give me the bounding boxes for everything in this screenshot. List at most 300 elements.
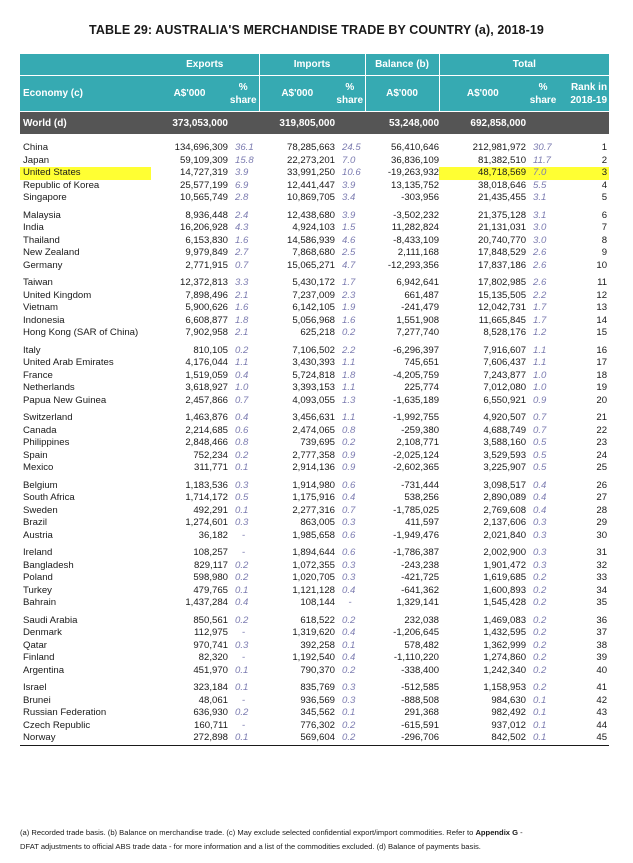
balance-value: -1,206,645 (393, 627, 440, 638)
imports-share-header: % share (335, 76, 365, 112)
rank: 45 (560, 732, 609, 745)
table-row (20, 412, 609, 425)
balance-value: -1,635,189 (393, 394, 440, 406)
rank: 38 (596, 639, 608, 651)
exports-value: 752,234 (193, 449, 228, 461)
imports-value: 5,430,172 (292, 277, 336, 288)
total-value: 1,600,893 (483, 584, 527, 596)
total-value: 984,630 (491, 694, 527, 706)
exports-value: 1,714,172 (185, 492, 228, 503)
total-share: 3.0 (533, 222, 547, 233)
total-value: 12,042,731 (478, 302, 527, 313)
imports-value: 2,777,358 (292, 449, 336, 461)
country-name: Mexico (23, 462, 54, 473)
exports-value: 16,206,928 (179, 222, 228, 233)
imports-value: 3,393,153 (292, 382, 336, 393)
trade-table (20, 54, 609, 746)
total-value: 4,920,507 (483, 412, 527, 423)
country-name: Czech Republic (23, 719, 91, 731)
exports-share: 6.9 (235, 179, 249, 191)
balance-value: -1,785,025 (393, 504, 440, 516)
exports-share: 1.0 (235, 382, 249, 393)
imports-share: 2.3 (342, 289, 356, 301)
imports-value: 625,218 (300, 327, 336, 338)
exports-value: 9,979,849 (185, 247, 228, 258)
world-balance: 53,248,000 (365, 112, 439, 135)
imports-share: 7.0 (342, 154, 356, 166)
total-value: 1,158,953 (483, 682, 527, 693)
total-value: 17,837,186 (478, 259, 527, 271)
rank: 33 (596, 572, 608, 583)
imports-share: 0.3 (342, 572, 356, 583)
table-row (20, 695, 609, 708)
exports-value: 1,437,284 (185, 597, 228, 608)
table-row (20, 707, 609, 720)
rank: 19 (596, 382, 608, 393)
table-row (20, 382, 609, 395)
total-share-header: % share (526, 76, 560, 112)
rank: 12 (596, 289, 608, 301)
country-name: Taiwan (23, 277, 53, 288)
imports-value: 776,302 (300, 719, 336, 731)
table-row (20, 210, 609, 223)
country-name: China (23, 142, 49, 153)
imports-share: 1.7 (342, 277, 356, 288)
total-share: 1.0 (533, 382, 547, 393)
exports-share: 1.8 (235, 314, 249, 326)
total-share: 0.5 (533, 437, 547, 448)
total-value: 8,528,176 (483, 327, 527, 338)
imports-value: 4,093,055 (292, 394, 336, 406)
exports-share: 0.2 (235, 707, 249, 718)
country-name: Vietnam (23, 302, 59, 313)
imports-value: 78,285,663 (287, 142, 336, 153)
exports-share: - (241, 547, 246, 558)
exports-share: 0.7 (235, 259, 249, 271)
total-share: 0.2 (533, 652, 547, 663)
country-name: Russian Federation (23, 707, 107, 718)
balance-value: -6,296,397 (393, 344, 440, 356)
table-row (20, 665, 609, 678)
balance-value: 745,651 (404, 357, 440, 368)
balance-value: 411,597 (405, 517, 440, 528)
balance-value: -1,992,755 (393, 412, 440, 423)
total-share: 0.4 (533, 492, 547, 503)
rank: 17 (596, 357, 608, 368)
exports-value: 7,902,958 (185, 327, 228, 338)
country-name: Finland (23, 652, 55, 663)
rank: 6 (601, 209, 608, 221)
rank: 35 (596, 597, 608, 608)
exports-share: - (241, 529, 246, 541)
rank: 5 (601, 192, 608, 203)
balance-value: 538,256 (404, 492, 440, 503)
total-share: 2.6 (533, 277, 547, 288)
rank: 8 (601, 234, 608, 246)
exports-share: 0.4 (235, 412, 249, 423)
exports-share: 2.4 (235, 209, 249, 221)
balance-value: -615,591 (401, 719, 440, 731)
balance-value: 2,108,771 (396, 437, 440, 448)
imports-share: 0.2 (335, 732, 365, 745)
country-name: Republic of Korea (23, 179, 100, 191)
country-name: Sweden (23, 504, 58, 516)
rank: 37 (596, 627, 608, 638)
table-row (20, 180, 609, 193)
exports-value: 6,153,830 (185, 234, 228, 246)
total-share: 7.0 (526, 167, 560, 180)
balance-value: -641,362 (401, 584, 440, 596)
imports-value: 108,144 (300, 597, 336, 608)
world-exports: 373,053,000 (151, 112, 228, 135)
exports-value: 48,061 (198, 694, 228, 706)
exports-share: 0.1 (235, 664, 249, 676)
exports-value: 970,741 (193, 639, 228, 651)
exports-share: 4.3 (235, 222, 249, 233)
exports-share: 0.1 (235, 462, 249, 473)
imports-value: 835,769 (300, 682, 336, 693)
table-row (20, 652, 609, 665)
table-row (20, 222, 609, 235)
country-name: Israel (23, 682, 47, 693)
rank: 7 (601, 222, 608, 233)
total-share: 0.3 (533, 559, 547, 571)
balance-value: 291,368 (404, 707, 440, 718)
imports-value: 14,586,939 (287, 234, 336, 246)
exports-share: 15.8 (235, 154, 254, 166)
exports-value: 451,970 (193, 664, 228, 676)
imports-value: 1,121,128 (292, 584, 336, 596)
exports-value: 160,711 (194, 719, 228, 731)
country-name: Italy (23, 344, 41, 356)
imports-share: 3.9 (342, 209, 356, 221)
total-share: 0.7 (533, 424, 547, 436)
imports-value: 7,868,680 (292, 247, 336, 258)
country-name: India (23, 222, 44, 233)
footnote-line-2: DFAT adjustments to official ABS trade data - for more information and a list of the commodities excluded. (d) Balance of payments basis. (20, 841, 481, 851)
country-name: Germany (23, 259, 63, 271)
country-name: Bangladesh (23, 559, 74, 571)
table-row (20, 492, 609, 505)
exports-value: 5,900,626 (185, 302, 228, 313)
total-value: 212,981,972 (472, 142, 527, 153)
imports-share: 0.2 (342, 614, 356, 626)
exports-value: 10,565,749 (179, 192, 228, 203)
total-value: 7,606,437 (483, 357, 527, 368)
table-row (20, 235, 609, 248)
exports-value: 829,117 (194, 559, 228, 571)
rank: 24 (596, 449, 608, 461)
imports-share: 1.1 (342, 412, 356, 423)
total-share: 3.0 (533, 234, 547, 246)
country-name: Singapore (23, 192, 67, 203)
balance-value: 225,774 (404, 382, 440, 393)
exports-share: 0.1 (235, 584, 249, 596)
exports-share: 1.6 (235, 302, 249, 313)
exports-value: 492,291 (193, 504, 228, 516)
table-row (20, 395, 609, 408)
imports-share: 1.1 (342, 382, 356, 393)
rank: 10 (596, 259, 608, 271)
rank: 2 (601, 154, 608, 166)
imports-value: 15,065,271 (287, 259, 336, 271)
rank: 30 (596, 529, 608, 541)
total-share: 1.1 (533, 344, 547, 356)
balance-value: 232,038 (404, 614, 440, 626)
exports-share: 3.9 (235, 167, 249, 178)
table-row (20, 327, 609, 340)
imports-aud-header: A$'000 (259, 76, 335, 112)
balance-value: -888,508 (401, 694, 440, 706)
exports-share: 0.3 (235, 479, 249, 491)
imports-value: 10,869,705 (287, 192, 336, 203)
total-share: 5.5 (533, 179, 547, 191)
total-share: 0.7 (533, 412, 547, 423)
table-row (20, 720, 609, 733)
rank: 32 (596, 559, 608, 571)
exports-value: 108,257 (193, 547, 228, 558)
balance-header: Balance (b) (365, 54, 439, 76)
balance-value: -2,602,365 (393, 462, 440, 473)
exports-value: 311,771 (194, 462, 228, 473)
exports-share: 2.7 (235, 247, 249, 258)
total-share: 0.2 (533, 664, 547, 676)
rank: 44 (596, 719, 608, 731)
table-row (20, 450, 609, 463)
imports-value: 5,056,968 (292, 314, 336, 326)
imports-share: 1.8 (342, 369, 356, 381)
imports-share: 0.9 (342, 462, 356, 473)
imports-value: 4,924,103 (292, 222, 336, 233)
total-share: 0.4 (533, 479, 547, 491)
country-name: United States (20, 167, 151, 180)
country-name: Saudi Arabia (23, 614, 78, 626)
total-value: 1,619,685 (483, 572, 527, 583)
imports-share: 0.9 (342, 449, 356, 461)
country-name: United Kingdom (23, 289, 92, 301)
table-row (20, 640, 609, 653)
exports-value: 850,561 (193, 614, 228, 626)
table-row (20, 277, 609, 290)
total-value: 2,137,606 (483, 517, 527, 528)
total-share: 0.3 (533, 517, 547, 528)
exports-value: 2,214,685 (185, 424, 228, 436)
rank: 26 (596, 479, 608, 491)
country-name: Turkey (23, 584, 52, 596)
rank: 39 (596, 652, 608, 663)
table-row (20, 615, 609, 628)
imports-share: - (348, 597, 352, 608)
imports-value: 2,474,065 (292, 424, 336, 436)
total-share: 0.2 (533, 682, 547, 693)
table-row (20, 247, 609, 260)
world-total: 692,858,000 (439, 112, 526, 135)
total-share: 30.7 (533, 142, 552, 153)
imports-value: 790,370 (300, 664, 336, 676)
rank-header: Rank in 2018-19 (560, 76, 609, 112)
imports-value: 1,020,705 (292, 572, 336, 583)
country-name: Denmark (23, 627, 62, 638)
total-share: 0.3 (533, 547, 547, 558)
exports-value: 25,577,199 (179, 179, 228, 191)
exports-value: 598,980 (193, 572, 228, 583)
imports-share: 0.2 (342, 664, 356, 676)
balance-value: 13,135,752 (391, 179, 440, 191)
exports-value: 4,176,044 (185, 357, 228, 368)
country-name: Austria (23, 529, 53, 541)
exports-share: 0.7 (235, 394, 249, 406)
balance-value: 11,282,824 (391, 222, 440, 233)
imports-share: 0.4 (342, 652, 356, 663)
imports-share: 3.9 (342, 179, 356, 191)
imports-value: 7,237,009 (292, 289, 336, 301)
balance-value: -12,293,356 (387, 259, 440, 271)
table-row (20, 437, 609, 450)
rank: 21 (596, 412, 608, 423)
exports-share: 0.5 (235, 492, 249, 503)
imports-share: 0.6 (342, 547, 356, 558)
country-name: Netherlands (23, 382, 75, 393)
rank: 18 (596, 369, 608, 381)
table-row (20, 505, 609, 518)
total-share: 2.2 (533, 289, 547, 301)
total-share: 2.6 (533, 259, 547, 271)
total-share: 3.1 (533, 192, 547, 203)
balance-value: -1,110,220 (393, 652, 440, 663)
imports-value: 618,522 (300, 614, 336, 626)
table-row (20, 627, 609, 640)
table-row (20, 155, 609, 168)
balance-value: 578,482 (404, 639, 440, 651)
exports-share: - (241, 719, 246, 731)
imports-share: 0.3 (342, 517, 356, 528)
imports-value: 1,985,658 (292, 529, 336, 541)
imports-share: 2.5 (342, 247, 356, 258)
country-name: Malaysia (23, 209, 61, 221)
imports-value: 739,695 (300, 437, 336, 448)
total-value: 1,242,340 (483, 664, 527, 676)
imports-value: 7,106,502 (292, 344, 336, 356)
total-share: 0.2 (533, 639, 547, 651)
total-value: 1,432,595 (483, 627, 527, 638)
imports-value: 12,438,680 (287, 209, 336, 221)
total-share: 1.7 (533, 314, 547, 326)
table-row (20, 192, 609, 205)
table-row (20, 732, 609, 745)
country-name: Argentina (23, 664, 65, 676)
rank: 11 (597, 277, 608, 288)
balance-value: -421,725 (401, 572, 440, 583)
total-value: 38,018,646 (478, 179, 527, 191)
rank: 29 (596, 517, 608, 528)
total-value: 17,802,985 (478, 277, 527, 288)
country-name: France (23, 369, 53, 381)
imports-share: 1.5 (342, 222, 356, 233)
imports-value: 863,005 (300, 517, 336, 528)
exports-share: 0.2 (235, 559, 249, 571)
total-value: 81,382,510 (478, 154, 527, 166)
exports-header: Exports (151, 54, 259, 76)
table-row (20, 302, 609, 315)
balance-value: -8,433,109 (393, 234, 440, 246)
exports-value: 7,898,496 (185, 289, 228, 301)
imports-value: 2,277,316 (292, 504, 336, 516)
exports-share: 0.3 (235, 639, 249, 651)
total-share: 0.2 (533, 572, 547, 583)
exports-share: 2.1 (235, 327, 249, 338)
country-name: Spain (23, 449, 48, 461)
total-share: 0.5 (533, 462, 547, 473)
imports-share: 0.6 (342, 529, 356, 541)
imports-share: 1.6 (342, 314, 356, 326)
country-name: United Arab Emirates (23, 357, 114, 368)
appendix-link[interactable]: Appendix G (475, 828, 519, 837)
total-share: 0.9 (533, 394, 547, 406)
exports-share: - (241, 694, 246, 706)
total-value: 3,588,160 (483, 437, 527, 448)
imports-value: 22,273,201 (287, 154, 336, 166)
balance-value: 1,329,141 (396, 597, 440, 608)
imports-share: 1.1 (342, 357, 356, 368)
imports-share: 0.2 (342, 437, 356, 448)
total-share: 1.1 (533, 357, 547, 368)
exports-share: 2.8 (235, 192, 249, 203)
balance-value: 7,277,740 (396, 327, 440, 338)
total-value: 3,529,593 (483, 449, 527, 461)
table-row (20, 462, 609, 475)
imports-share: 0.2 (342, 719, 356, 731)
table-row (20, 597, 609, 610)
imports-value: 3,456,631 (292, 412, 336, 423)
imports-share: 0.3 (342, 694, 356, 706)
imports-share: 1.3 (342, 394, 356, 406)
exports-share-header: % share (228, 76, 259, 112)
table-row (20, 517, 609, 530)
country-name: Canada (23, 424, 57, 436)
table-row (20, 572, 609, 585)
balance-value: -2,025,124 (393, 449, 440, 461)
table-row (20, 370, 609, 383)
rank: 43 (596, 707, 608, 718)
footnote-line-1: (a) Recorded trade basis. (b) Balance on merchandise trade. (c) May exclude selected confidential export/import commodities. Refer to Appendix G - (20, 828, 523, 837)
group-spacer (20, 134, 609, 142)
imports-value: 2,914,136 (292, 462, 336, 473)
exports-share: 0.4 (235, 369, 249, 381)
table-row (20, 142, 609, 155)
balance-value: -3,502,232 (393, 209, 440, 221)
exports-value: 1,519,059 (185, 369, 228, 381)
total-share: 1.0 (533, 369, 547, 381)
total-value: 982,492 (491, 707, 527, 718)
total-share: 0.2 (533, 597, 547, 608)
world-imports: 319,805,000 (259, 112, 335, 135)
imports-share: 0.8 (342, 424, 356, 436)
imports-header: Imports (259, 54, 365, 76)
imports-share: 10.6 (342, 167, 361, 178)
rank: 27 (596, 492, 608, 503)
total-share: 0.1 (533, 707, 547, 718)
exports-value: 12,372,813 (179, 277, 228, 288)
total-share: 0.2 (533, 627, 547, 638)
total-value: 937,012 (491, 719, 527, 731)
country-name: Bahrain (23, 597, 57, 608)
table-title: TABLE 29: AUSTRALIA'S MERCHANDISE TRADE BY COUNTRY (a), 2018-19 (89, 23, 544, 37)
imports-share: 0.7 (342, 504, 356, 516)
total-value: 21,435,455 (478, 192, 527, 203)
total-value: 1,362,999 (483, 639, 527, 651)
country-name: Qatar (23, 639, 47, 651)
total-value: 15,135,505 (478, 289, 527, 301)
